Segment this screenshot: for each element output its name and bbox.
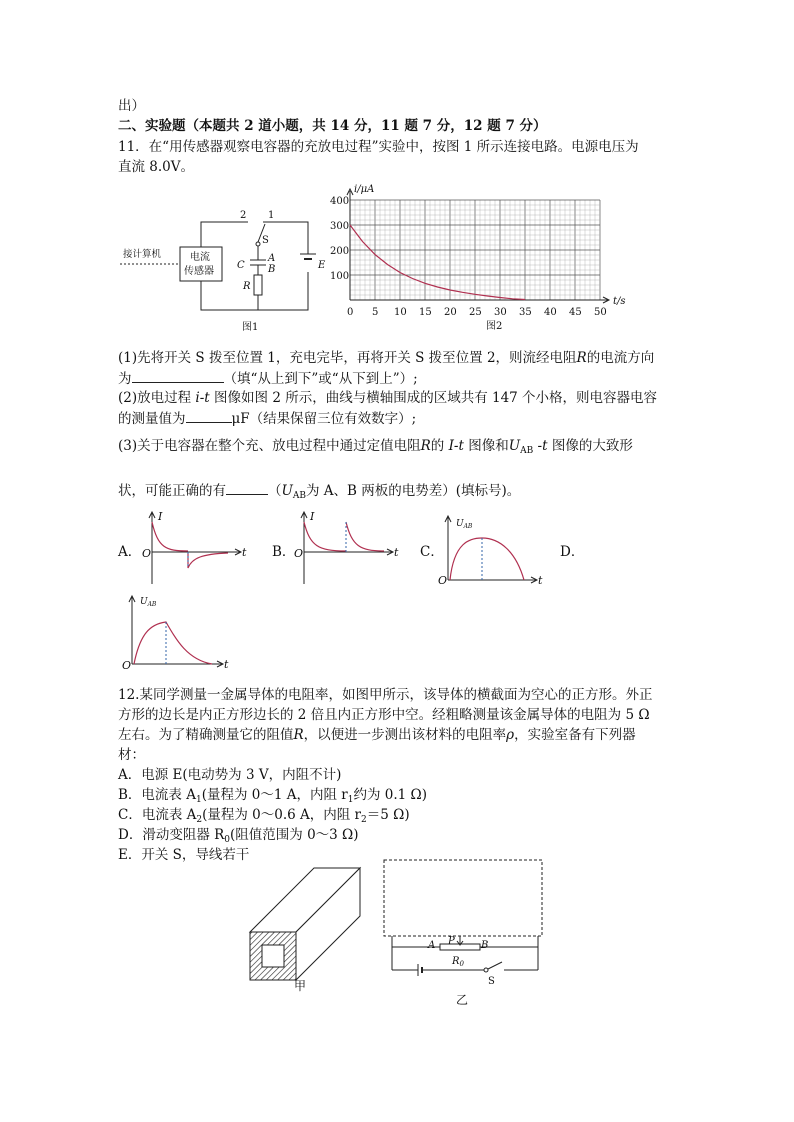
x-tick-label: 15 [419,307,432,318]
option-b-i-label: I [310,510,315,523]
q12-line4: 材： [118,747,145,763]
option-b-discharge-curve [346,522,384,551]
q12-line1: 12.某同学测量一金属导体的电阻率，如图甲所示，该导体的横截面为空心的正方形。外正 [118,687,653,703]
option-b-graph [292,508,404,588]
x-tick-label: 20 [444,307,457,318]
previous-question-tail: 出） [118,98,145,114]
q11-part1-line2 [118,369,418,388]
q11-p3-var: R [420,438,431,454]
q11-p3-text-g: （ [268,483,282,499]
q12-line3-a: 左右。为了精确测量它的阻值 [118,727,294,743]
q11-p3-text-b: 的 [430,438,445,454]
label-emf: E [318,260,326,271]
q12-line3-rho: ρ [506,727,515,743]
q11-p3-var2: I-t [448,438,464,454]
option-d-label: D． [560,544,585,560]
option-a-i-label: I [158,510,163,523]
option-a-charge-curve [152,522,188,551]
y-tick-label: 300 [330,221,350,232]
option-d-o-label: O [122,659,132,672]
label-sensor-2: 传感器 [184,266,214,277]
q12-line2: 方形的边长是内正方形边长的 2 倍且内正方形中空。经粗略测量该金属导体的电阻为 5 Ω [118,707,650,723]
q12-item-b-c: 约为 0.1 Ω) [353,787,427,803]
x-tick-label: 5 [372,307,379,318]
y-tick-label: 100 [330,271,350,282]
option-a-discharge-curve [188,553,228,568]
q11-p3-text-a: (3)关于电容器在整个充、放电过程中通过定值电阻 [118,438,421,454]
q12-line3 [118,726,636,744]
q12-item-c-sub: 2 [196,815,203,825]
figure1-circuit [118,190,333,335]
figure2-caption: 图2 [486,321,503,332]
q11-p3-text-c: 图像和 [468,438,509,454]
q12-item-b-sub2: 1 [347,795,354,805]
q11-p2-unit: μF [231,411,250,427]
q12-item-a: A．电源 E(电动势为 3 V，内阻不计) [118,767,342,783]
q12-item-b-b: (量程为 0～1 A，内阻 r [201,787,348,803]
q11-part2-line2 [118,409,416,428]
label-resistor: R [243,281,251,292]
q11-p3-text-e: 图像的大致形 [551,438,633,454]
option-d-graph [118,592,238,672]
q11-p2-text-c: 的测量值为 [118,411,186,427]
graph-grid [350,200,600,300]
yi-label-a: A [428,940,436,951]
label-capacitor: C [237,260,245,271]
y-axis-label: i/μA [354,184,375,195]
figure-jia-caption: 甲 [294,979,307,992]
x-tick-label: 50 [594,307,607,318]
q11-p3-text-h: 为 A、B 两板的电势差）(填标号)。 [306,483,521,499]
discharge-curve [350,225,525,300]
figure-jia-prism [248,862,368,992]
figure-yi-circuit [380,858,550,1008]
label-plate-a: A [268,253,276,264]
q12-item-c-sub2: 2 [361,815,367,825]
q11-line1: 11．在“用传感器观察电容器的充放电过程”实验中，按图 1 所示连接电路。电源电压为 [118,139,639,155]
label-pos1: 1 [268,210,275,221]
q11-p3-uab-sub: AB [520,446,534,456]
x-tick-label: 10 [394,307,407,318]
option-b-t-label: t [394,546,399,559]
q11-p1-var: R [576,350,587,366]
option-b-o-label: O [294,547,304,560]
q11-p1-text-c: 为 [118,371,132,387]
q11-part1-line1 [118,349,654,367]
origin-label: 0 [347,307,354,318]
q11-p2-var: i-t [195,390,210,406]
x-axis-label: t/s [613,296,626,307]
q12-item-b-a: B．电流表 A [118,787,196,803]
q12-item-d-a: D．滑动变阻器 R [118,827,225,843]
y-tick-label: 400 [330,196,350,207]
q11-line2: 直流 8.0V。 [118,159,195,175]
answer-blank-2[interactable] [186,409,232,423]
yi-label-r0: $R_0$ [452,956,464,968]
q11-p2-text-a: (2)放电过程 [118,390,192,406]
x-tick-label: 25 [469,307,482,318]
option-b-charge-curve [304,522,346,551]
x-tick-label: 30 [494,307,507,318]
option-c-o-label: O [438,574,448,587]
hollow-core [262,945,284,967]
section-header: 二、实验题（本题共 2 道小题，共 14 分，11 题 7 分，12 题 7 分） [118,118,547,134]
q12-item-c-a: C．电流表 A [118,807,197,823]
option-c-label: C． [420,544,444,560]
q12-line3-var: R [293,727,304,743]
y-tick-label: 200 [330,246,350,257]
label-plate-b: B [268,264,276,275]
q11-p3-uab2-sub: AB [292,491,307,501]
q11-p3-text-f: 状，可能正确的有 [118,483,226,499]
option-a-t-label: t [242,546,247,559]
option-c-curve [450,538,524,580]
q12-line3-c: ，实验室备有下列器 [514,727,636,743]
q11-part2-line1 [118,389,657,407]
figure2-it-graph [330,183,630,333]
q11-p3-uab2: U [281,483,293,499]
switch-s-blade [488,962,502,969]
answer-blank-3[interactable] [226,481,268,495]
q11-p3-t: -t [537,438,548,454]
q11-p2-text-d: （结果保留三位有效数字）; [249,411,417,427]
q11-p1-text-a: (1)先将开关 S 拨至位置 1，充电完毕，再将开关 S 拨至位置 2，则流经电阻 [118,350,577,366]
option-c-u-label: $U_{AB}$ [456,519,473,530]
x-tick-label: 35 [519,307,532,318]
yi-label-p: P [448,936,455,947]
x-tick-label: 45 [569,307,582,318]
label-switch: S [262,235,269,246]
option-a-o-label: O [142,547,152,560]
option-d-curve [134,622,212,664]
option-a-label: A． [118,544,142,560]
q12-item-e: E．开关 S，导线若干 [118,847,250,863]
x-tick-label: 40 [544,307,557,318]
answer-blank-1[interactable] [132,369,224,383]
q12-item-b-sub: 1 [195,795,202,805]
label-connect-computer: 接计算机 [123,249,162,260]
q11-part3-line2 [118,481,520,505]
figure1-caption: 图1 [242,322,259,333]
yi-label-b: B [481,940,489,951]
option-c-t-label: t [538,574,543,587]
q12-item-c-b: (量程为 0～0.6 A，内阻 r [202,807,362,823]
q11-p2-text-b: 图像如图 2 所示，曲线与横轴围成的区域共有 147 个小格，则电容器电容 [214,390,658,406]
label-pos2: 2 [240,210,247,221]
q12-item-d-sub: 0 [224,835,231,845]
yi-label-s: S [488,976,495,987]
resistor [254,275,262,295]
q12-item-d-b: (阻值范围为 0～3 Ω) [230,827,359,843]
option-d-u-label: $U_{AB}$ [140,597,157,608]
q12-item-c-c: ＝5 Ω) [366,807,410,823]
option-a-graph [140,508,252,588]
figure-yi-caption: 乙 [456,993,469,1007]
option-b-label: B． [272,544,296,560]
q11-p3-uab: U [508,438,521,454]
dashed-design-box [384,860,542,936]
q11-part3-line1 [118,437,633,460]
q11-p1-text-d: （填“从上到下”或“从下到上”）; [223,371,418,387]
q12-line3-b: ，以便进一步测出该材料的电阻率 [303,727,507,743]
option-d-t-label: t [224,658,229,671]
q11-p1-text-b: 的电流方向 [586,350,655,366]
option-c-graph [436,512,548,588]
label-sensor-1: 电流 [190,252,210,263]
